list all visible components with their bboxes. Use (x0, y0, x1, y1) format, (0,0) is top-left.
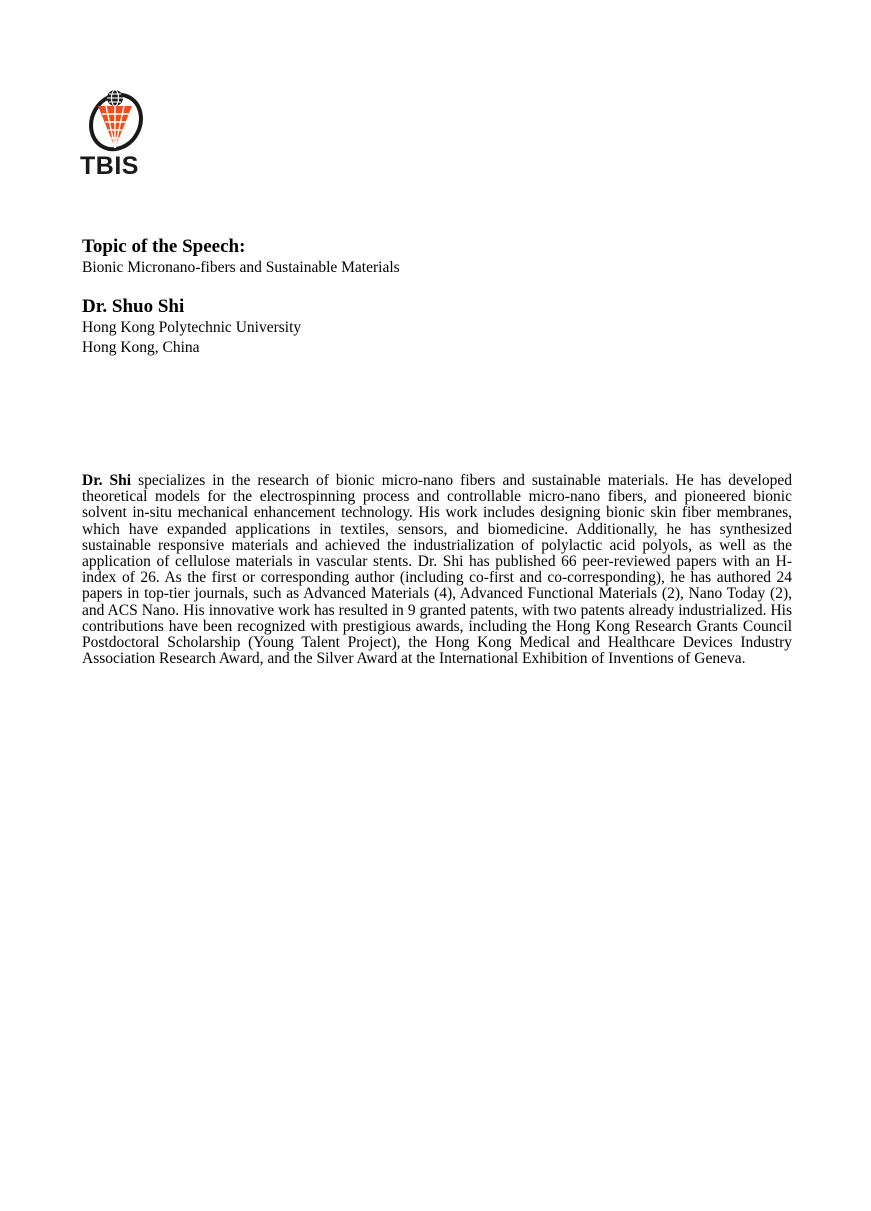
speaker-bio (82, 473, 792, 667)
logo-text: TBIS (80, 152, 139, 180)
speaker-institution: Hong Kong Polytechnic University (82, 319, 302, 336)
speech-title: Bionic Micronano-fibers and Sustainable Materials (82, 259, 400, 276)
tbis-logo (80, 84, 152, 180)
topic-heading: Topic of the Speech: (82, 236, 246, 257)
speaker-location: Hong Kong, China (82, 339, 200, 356)
bio-text: specializes in the research of bionic micro-nano fibers and sustainable materials. He has developed theoretical models for the electrospinning process and controllable micro-nano fibers, and pioneered bionic solvent in-situ mechanical enhancement technology. His work includes designing bionic skin fiber membranes, which have expanded applications in textiles, sensors, and biomedicine. Additionally, he has synthesized sustainable responsive materials and achieved the industrialization of polylactic acid polyols, as well as the application of cellulose materials in vascular stents. Dr. Shi has published 66 peer-reviewed papers with an H-index of 26. As the first or corresponding author (including co-first and co-corresponding), he has authored 24 papers in top-tier journals, such as Advanced Materials (4), Advanced Functional Materials (2), Nano Today (2), and ACS Nano. His innovative work has resulted in 9 granted patents, with two patents already industrialized. His contributions have been recognized with prestigious awards, including the Hong Kong Research Grants Council Postdoctoral Scholarship (Young Talent Project), the Hong Kong Medical and Healthcare Devices Industry Association Research Award, and the Silver Award at the International Exhibition of Inventions of Geneva. (82, 472, 792, 668)
tbis-logo-icon (84, 84, 148, 152)
bio-lead: Dr. Shi (82, 472, 132, 489)
speaker-name: Dr. Shuo Shi (82, 296, 185, 317)
